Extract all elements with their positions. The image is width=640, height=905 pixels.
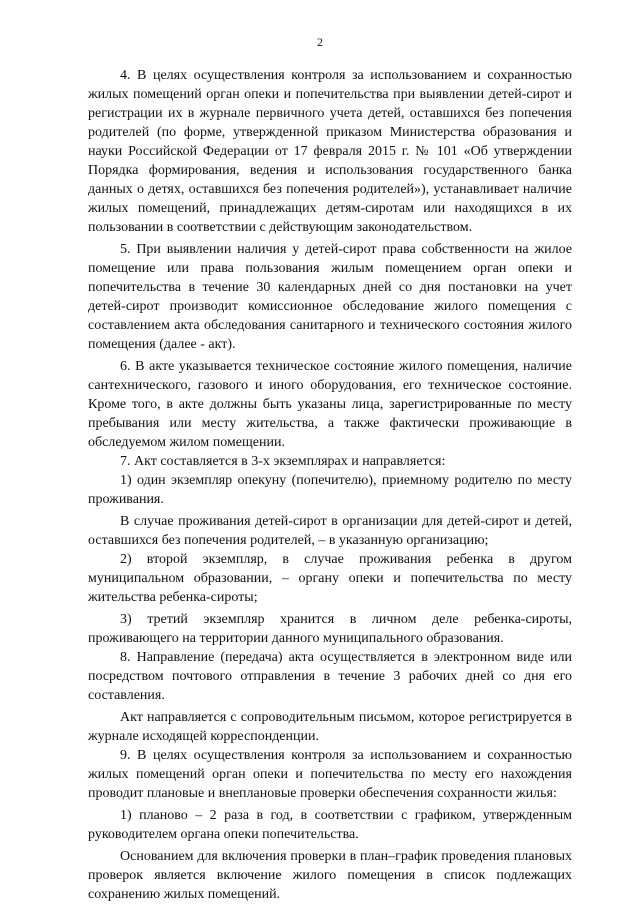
document-body <box>88 66 572 904</box>
paragraph-7: 7. Акт составляется в 3-х экземплярах и направляется: <box>120 454 446 469</box>
paragraph-7-item-1-note: В случае проживания детей-сирот в организации для детей-сирот и детей, оставшихся без попечения родителей, – в указанную организацию; <box>88 514 572 548</box>
paragraph-7-item-3: 3) третий экземпляр хранится в личном деле ребенка-сироты, проживающего на территории данного муниципального образования. <box>88 612 572 646</box>
paragraph-9-item-1: 1) планово – 2 раза в год, в соответствии с графиком, утвержденным руководителем органа опеки попечительства. <box>88 808 572 842</box>
paragraph-8: 8. Направление (передача) акта осуществляется в электронном виде или посредством почтового отправления в течение 3 рабочих дней со дня его составления. <box>88 650 572 703</box>
paragraph-8-note: Акт направляется с сопроводительным письмом, которое регистрируется в журнале исходящей корреспонденции. <box>88 710 572 744</box>
paragraph-7-item-1: 1) один экземпляр опекуну (попечителю), приемному родителю по месту проживания. <box>88 473 572 507</box>
paragraph-9-basis: Основанием для включения проверки в план–график проведения плановых проверок является включение жилого помещения в список подлежащих сохранению жилых помещений. <box>88 849 572 902</box>
page-number: 2 <box>317 35 323 49</box>
paragraph-7-item-2: 2) второй экземпляр, в случае проживания ребенка в другом муниципальном образовании, – органу опеки и попечительства по месту жительства ребенка-сироты; <box>88 552 572 605</box>
paragraph-9: 9. В целях осуществления контроля за использованием и сохранностью жилых помещений орган опеки и попечительства по месту его нахождения проводит плановые и внеплановые проверки обеспечения сохранности жилья: <box>88 748 572 801</box>
paragraph-6: 6. В акте указывается техническое состояние жилого помещения, наличие сантехнического, газового и иного оборудования, его техническое состояние. Кроме того, в акте должны быть указаны лица, зарегистрированные по месту пребывания или месту жительства, а также фактически проживающие в обследуемом жилом помещении. <box>88 359 572 450</box>
paragraph-4: 4. В целях осуществления контроля за использованием и сохранностью жилых помещений орган опеки и попечительства при выявлении детей-сирот и регистрации их в журнале первичного учета детей, оставшихся без попечения родителей (по форме, утвержденной приказом Министерства образования и науки Российской Федерации от 17 февраля 2015 г. № 101 «Об утверждении Порядка формирования, ведения и использования государственного банка данных о детях, оставшихся без попечения родителей»), устанавливает наличие жилых помещений, принадлежащих детям-сиротам или находящихся в их пользовании в соответствии с действующим законодательством. <box>88 68 572 235</box>
paragraph-5: 5. При выявлении наличия у детей-сирот права собственности на жилое помещение или права пользования жилым помещением орган опеки и попечительства в течение 30 календарных дней со дня постановки на учет детей-сирот производит комиссионное обследование жилого помещения с составлением акта обследования санитарного и технического состояния жилого помещения (далее - акт). <box>88 242 572 352</box>
